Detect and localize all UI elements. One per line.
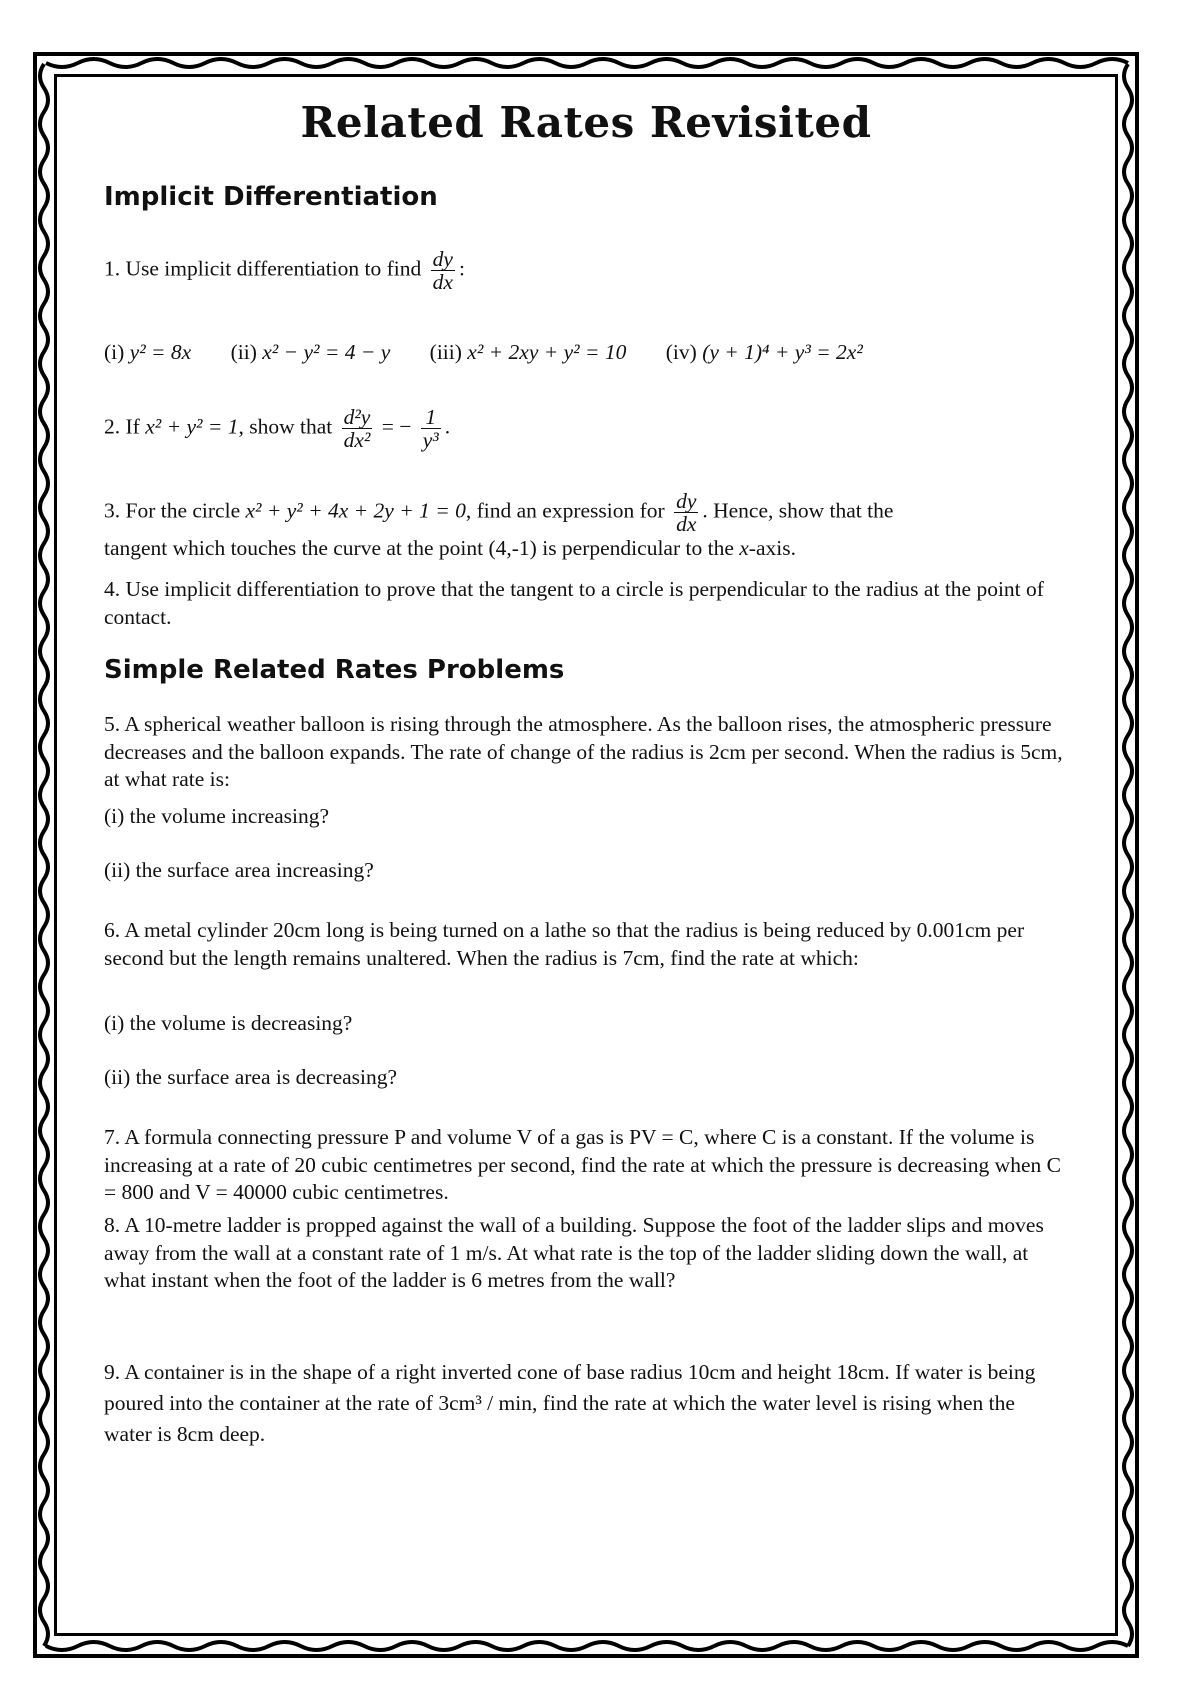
question-5-part-i: (i) the volume increasing?	[104, 804, 330, 828]
question-7: 7. A formula connecting pressure P and volume V of a gas is PV = C, where C is a constant. If the volume is increasing at a rate of 20 cubic centimetres per second, find the rate at which the pressure is decreasing when C = 800 and V = 40000 cubic centimetres.	[104, 1125, 1061, 1204]
q2-equation: x² + y² = 1	[145, 414, 239, 439]
q3-prefix: 3. For the circle	[104, 498, 241, 523]
d2y-dx2-fraction: $\frac{\text{d²y}}{\text{dx²}}$	[343, 405, 371, 452]
q9-text-b: , find the rate at which the water level is rising when the water is 8cm deep.	[104, 1391, 1015, 1446]
q3-equation: x² + y² + 4x + 2y + 1 = 0	[245, 498, 466, 523]
q1-part-4: (iv) (y + 1)⁴ + y³ = 2x²	[665, 340, 863, 364]
q1-part-1: (i) y² = 8x	[104, 340, 192, 364]
q2-equals: = −	[381, 414, 412, 439]
dy-dx-fraction	[431, 248, 455, 293]
question-5: 5. A spherical weather balloon is rising through the atmosphere. As the balloon rises, the atmospheric pressure decreases and the balloon expands. The rate of change of the radius is 2cm per second. When the radius is 5cm, at what rate is:	[104, 712, 1063, 791]
question-6-part-ii: (ii) the surface area is decreasing?	[104, 1065, 398, 1089]
q3-line2: tangent which touches the curve at the point (4,-1) is perpendicular to the	[104, 536, 734, 560]
q1-part-3: (iii) x² + 2xy + y² = 10	[429, 340, 627, 364]
question-1-parts	[104, 340, 897, 365]
question-9	[104, 1357, 1064, 1450]
question-5-part-ii: (ii) the surface area increasing?	[104, 858, 374, 882]
q1-part-2: (ii) x² − y² = 4 − y	[230, 340, 391, 364]
question-1-text: 1. Use implicit differentiation to find	[104, 256, 422, 281]
question-6: 6. A metal cylinder 20cm long is being turned on a lathe so that the radius is being reduced by 0.001cm per second but the length remains unaltered. When the radius is 7cm, find the rate at which:	[104, 918, 1025, 970]
one-over-y3-fraction: $\frac{1}{\text{y³}}$	[422, 405, 439, 452]
question-3: 3. For the circle x² + y² + 4x + 2y + 1 = 0, find an expression for $\frac{dy}{dx}$ . Hence, show that the tangent which touches the curve at the point (4,-1) is perpendicular to the x-axis.	[104, 489, 894, 560]
question-4: 4. Use implicit differentiation to prove that the tangent to a circle is perpendicular to the radius at the point of contact.	[104, 577, 1044, 629]
question-2: 2. If x² + y² = 1, show that $\frac{\text{d²y}}{\text{dx²}}$ = − $\frac{1}{\text{y³}}$ .	[104, 405, 451, 452]
q3-middle: , find an expression for	[465, 498, 665, 523]
q3-suffix: . Hence, show that the	[702, 498, 894, 523]
question-1: 1. Use implicit differentiation to find $\frac{dy}{dx}$ :	[104, 247, 465, 294]
section-heading-implicit: Implicit Differentiation	[104, 182, 438, 212]
q2-prefix: 2. If	[104, 414, 140, 439]
question-8: 8. A 10-metre ladder is propped against the wall of a building. Suppose the foot of the ladder slips and moves away from the wall at a constant rate of 1 m/s. At what rate is the top of the ladder sliding down the wall, at what instant when the foot of the ladder is 6 metres from the wall?	[104, 1213, 1044, 1292]
q2-middle: , show that	[238, 414, 333, 439]
page-title: Related Rates Revisited	[300, 98, 872, 147]
frac-denominator: dx	[432, 270, 453, 294]
frac-numerator: dy	[432, 247, 453, 271]
question-6-part-i: (i) the volume is decreasing?	[104, 1011, 353, 1035]
q9-text-a: 9. A container is in the shape of a right inverted cone of base radius 10cm and height 18cm. If water is being poured into the container at the rate of	[104, 1360, 1036, 1415]
q3-dy-dx-fraction: $\frac{dy}{dx}$	[676, 489, 697, 536]
q9-rate: 3cm³ / min	[438, 1391, 532, 1415]
section-heading-simple: Simple Related Rates Problems	[104, 655, 565, 685]
